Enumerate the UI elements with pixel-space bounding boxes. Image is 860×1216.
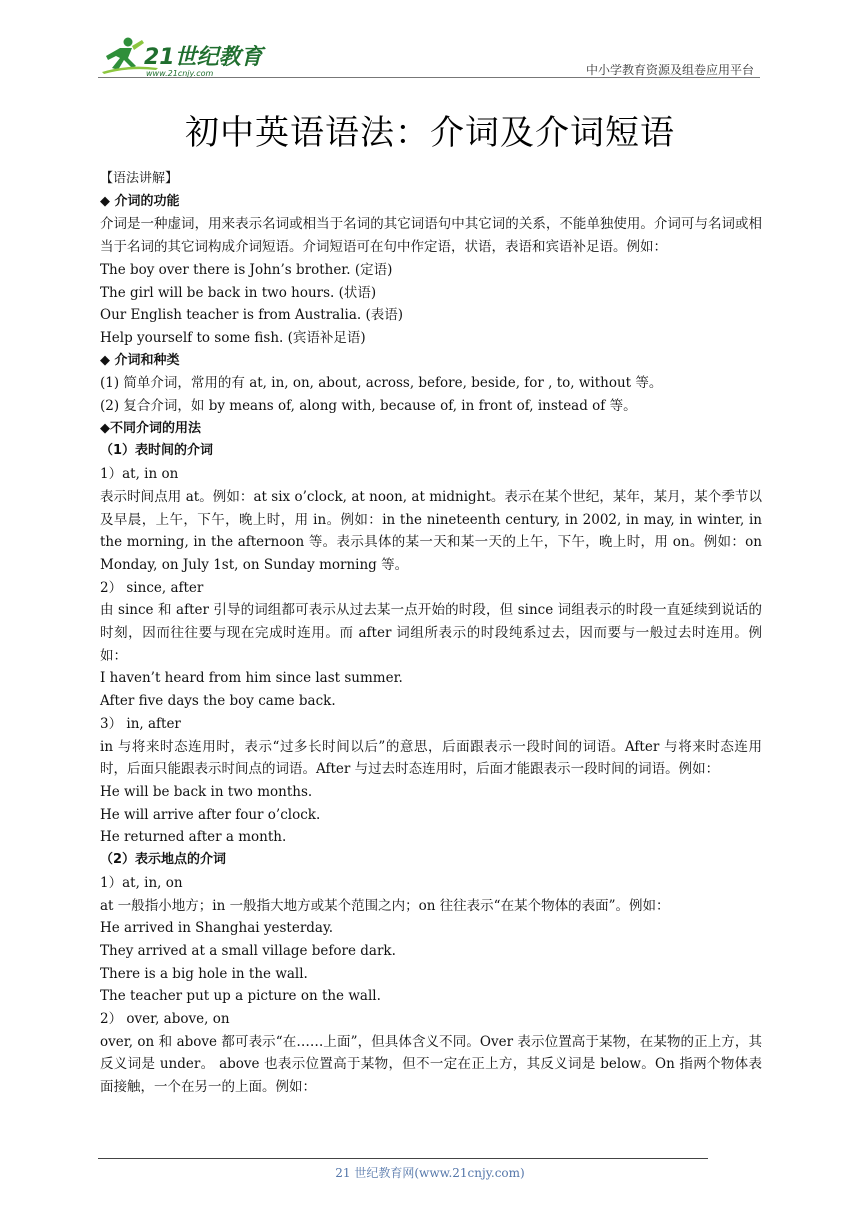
body-line: 2） since, after [100,579,204,596]
body-line: The boy over there is John’s brother. (定语) [100,261,393,278]
platform-name: 中小学教育资源及组卷应用平台 [585,63,754,77]
body-line: He arrived in Shanghai yesterday. [100,920,334,937]
body-line: I haven’t heard from him since last summer. [100,670,403,687]
section-label: 【语法讲解】 [100,171,179,186]
body-line: 介词是一种虚词，用来表示名词或相当于名词的其它词语句中其它词的关系，不能单独使用。介词可与名词或相当于名词的其它词构成介词短语。介词短语可在句中作定语，状语，表语和宾语补足语。例如： [100,216,762,256]
footer-source: 21 世纪教育网(www.21cnjy.com) [335,1166,525,1180]
body-line: 1）at, in, on [100,874,183,891]
body-line: The teacher put up a picture on the wall. [100,988,381,1005]
footer-divider [98,1158,708,1159]
body-line: He returned after a month. [100,829,287,846]
body-line: 3） in, after [100,715,181,732]
section-heading: （1）表时间的介词 [100,443,214,459]
body-line: at 一般指小地方；in 一般指大地方或某个范围之内；on 往往表示“在某个物体的表面”。例如： [100,897,670,914]
body-line: They arrived at a small village before dark. [100,942,396,959]
body-line: There is a big hole in the wall. [100,965,308,982]
body-line: The girl will be back in two hours. (状语) [100,284,377,301]
section-heading: ◆不同介词的用法 [100,420,201,436]
body-line: over, on 和 above 都可表示“在……上面”，但具体含义不同。Over 表示位置高于某物，在某物的正上方，其反义词是 under。 above 也表示位置高于某物，但不一定在正上方，其反义词是 below。On 指两个物体表面接触，一个在另一的上面。例如： [100,1033,762,1096]
section-heading: ◆ 介词和种类 [100,352,180,368]
document-title: 初中英语语法：介词及介词短语 [185,113,675,153]
header-divider [98,77,760,78]
body-line: Our English teacher is from Australia. (表语) [100,307,404,324]
body-line: 2） over, above, on [100,1011,230,1028]
body-line: (1) 简单介词，常用的有 at, in, on, about, across, before, beside, for , to, without 等。 [100,375,663,392]
body-line: After five days the boy came back. [100,693,336,710]
section-heading: （2）表示地点的介词 [100,852,227,868]
section-heading: ◆ 介词的功能 [100,193,180,209]
body-line: (2) 复合介词，如 by means of, along with, because of, in front of, instead of 等。 [100,398,637,415]
document-body [100,168,762,1099]
logo-url: www.21cnjy.com [146,69,214,78]
runner-logo-icon [98,34,298,78]
body-line: 表示时间点用 at。例如：at six o’clock, at noon, at midnight。表示在某个世纪，某年，某月，某个季节以及早晨，上午，下午，晚上时，用 in。例如：in the nineteenth century, in 2002, in may, in winter, in the morning, in the afternoon 等。表示具体的某一天和某一天的上午，下午，晚上时，用 on。例如：on Monday, on July 1st, on Sunday morning 等。 [100,488,762,573]
page-header [98,30,760,78]
body-line: in 与将来时态连用时，表示“过多长时间以后”的意思，后面跟表示一段时间的词语。After 与将来时态连用时，后面只能跟表示时间点的词语。After 与过去时态连用时，后面才能跟表示一段时间的词语。例如： [100,738,762,778]
body-line: Help yourself to some fish. (宾语补足语) [100,329,366,346]
body-line: 由 since 和 after 引导的词组都可表示从过去某一点开始的时段，但 since 词组表示的时段一直延续到说话的时刻，因而往往要与现在完成时连用。而 after 词组所表示的时段纯系过去，因而要与一般过去时连用。例如： [100,602,762,664]
logo-text: 21世纪教育 [144,45,263,70]
body-line: He will be back in two months. [100,783,313,800]
body-line: 1）at, in on [100,466,179,483]
body-line: He will arrive after four o’clock. [100,806,321,823]
logo [98,34,298,78]
